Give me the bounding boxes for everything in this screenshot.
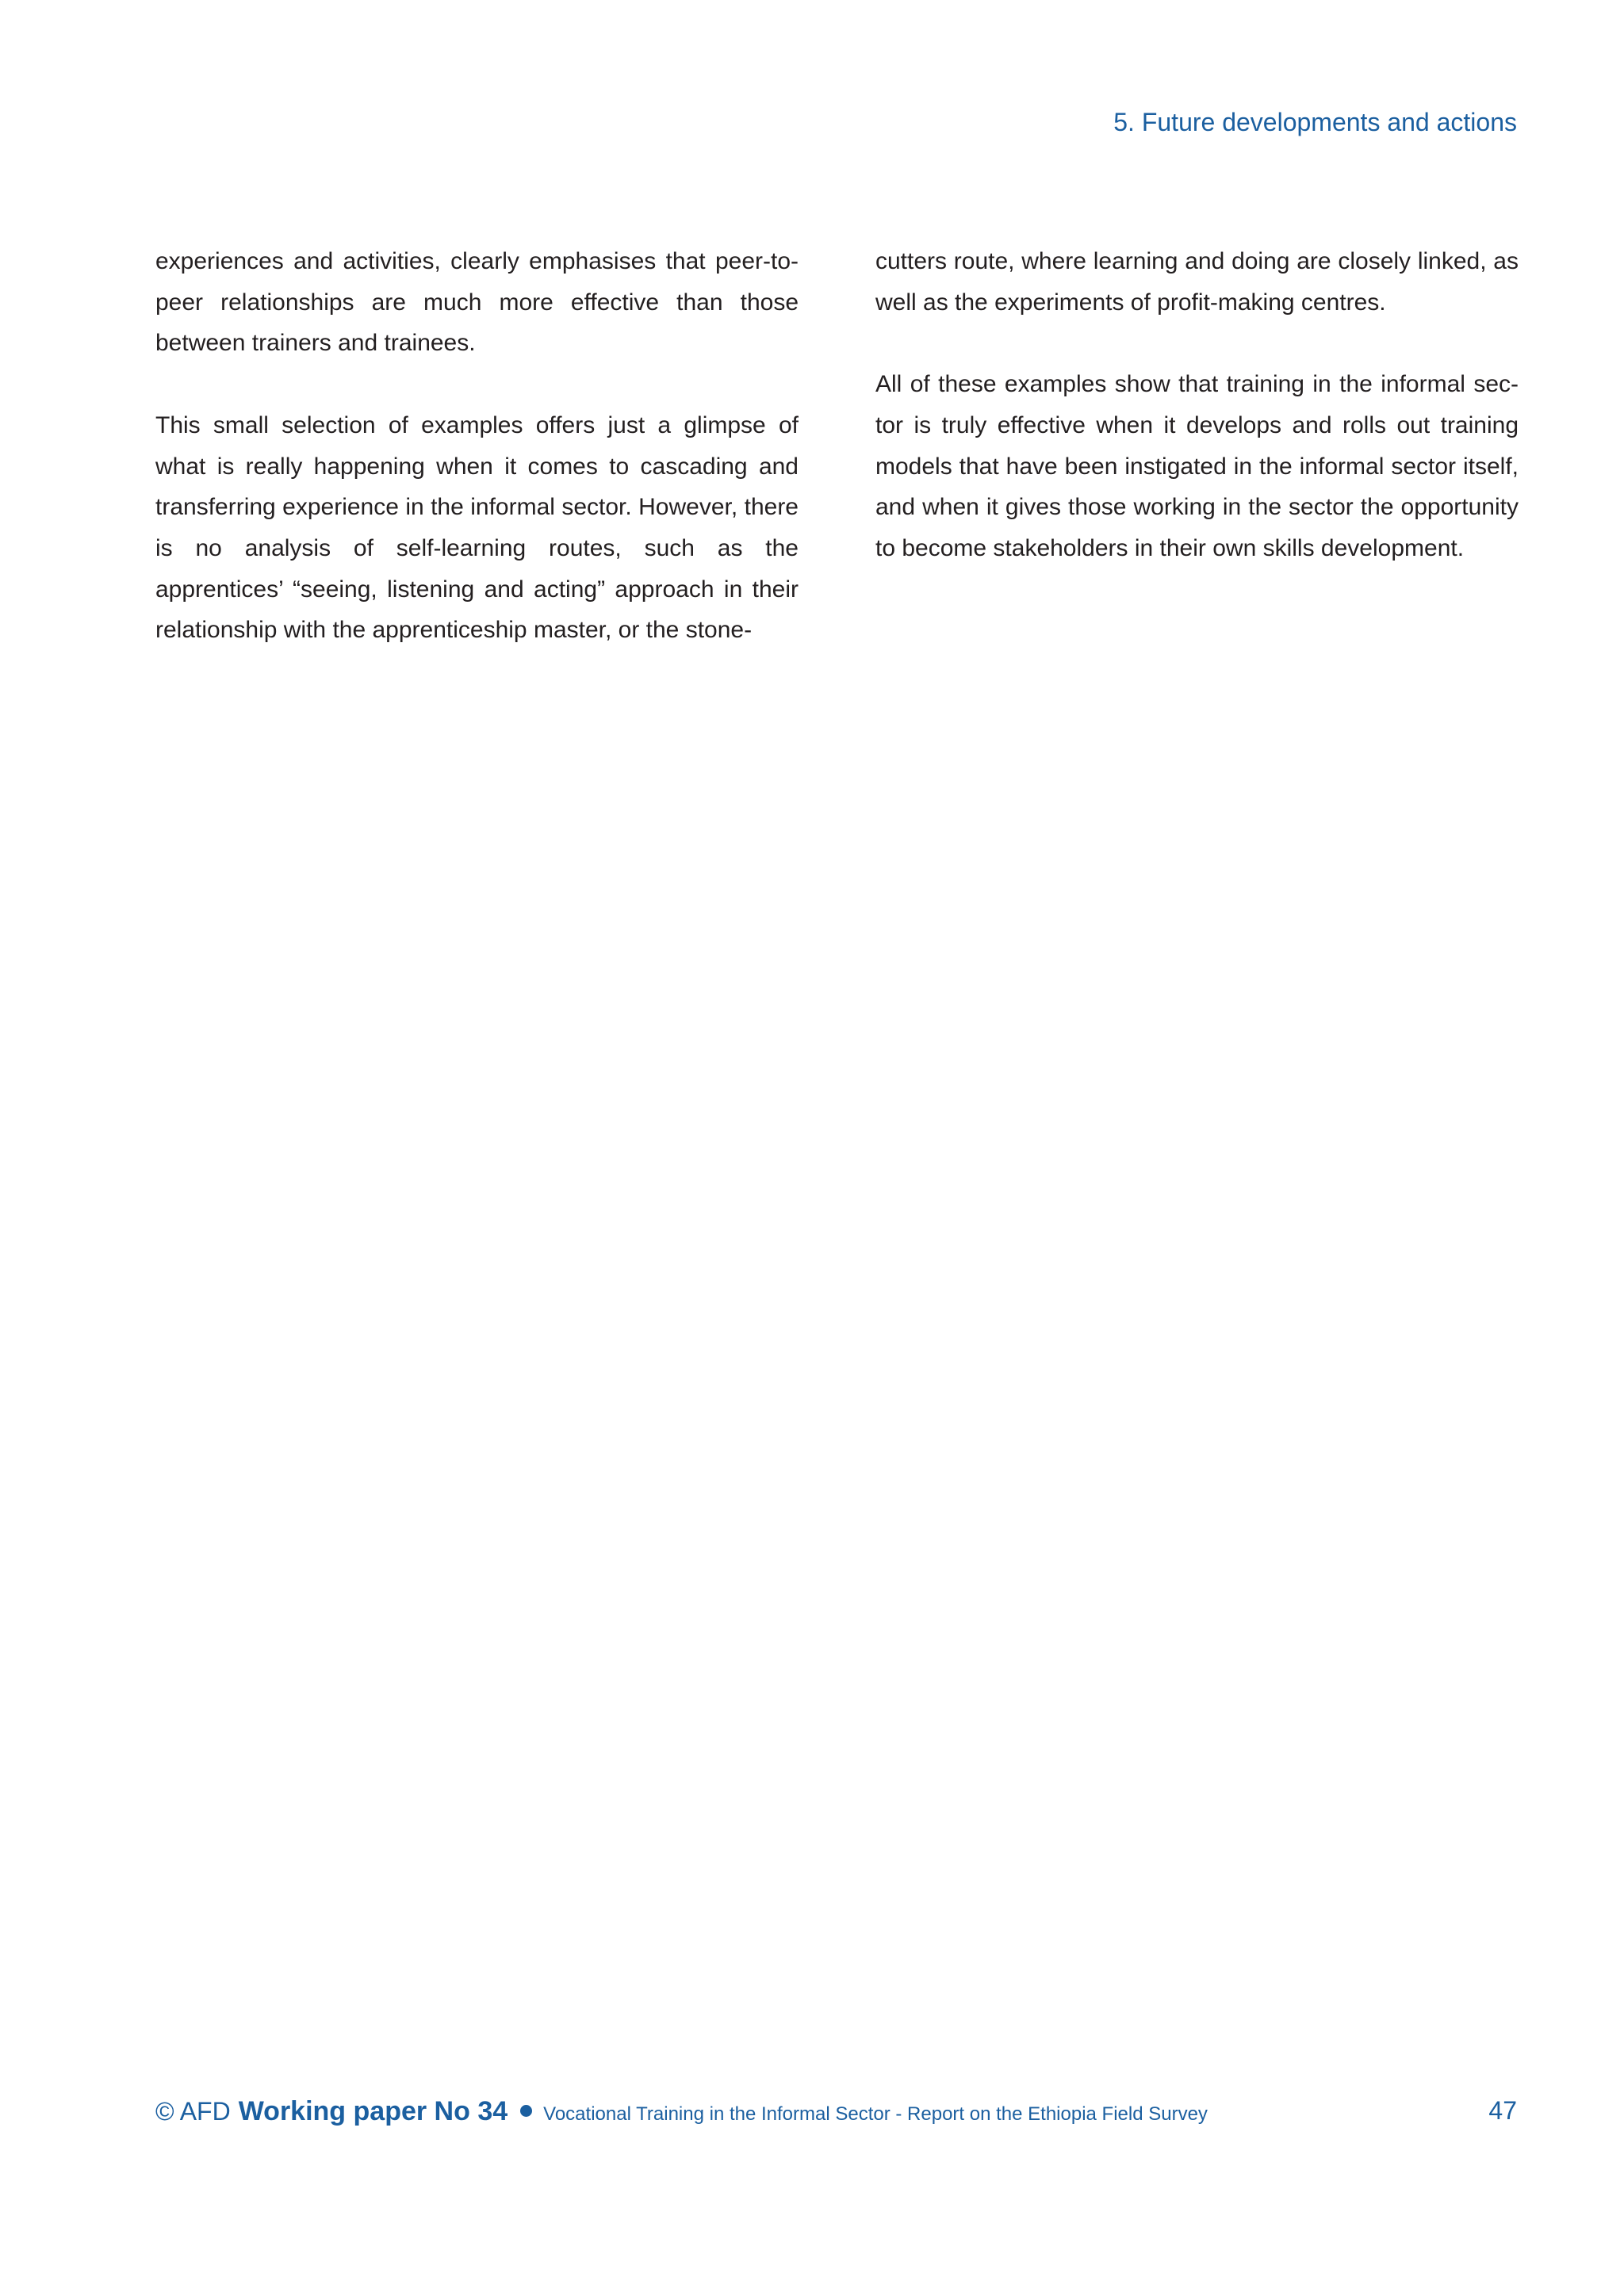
report-title: Vocational Training in the Informal Sector - Report on the Ethiopia Field Survey bbox=[543, 2103, 1208, 2125]
page-number: 47 bbox=[1488, 2096, 1517, 2125]
body-paragraph: All of these examples show that training in the informal sec-tor is truly effective when it develops and rolls out training models that have been instigated in the informal sector itself, and when it gives those working in the sector the opportunity to become stakeholders in their own skills development. bbox=[875, 371, 1519, 561]
right-column bbox=[875, 241, 1519, 610]
body-paragraph: experiences and activities, clearly emphasises that peer-to-peer relationships are much more effective than those between trainers and trainees. bbox=[155, 248, 799, 357]
left-column bbox=[155, 241, 799, 692]
body-paragraph: This small selection of examples offers just a glimpse of what is really happening when it comes to cascading and transferring experience in the informal sector. However, there is no analysis of self-learning routes, such as the apprentices’ “seeing, listening and acting” approach in their relationship with the apprenticeship master, or the stone- bbox=[155, 411, 799, 644]
running-head: 5. Future developments and actions bbox=[1113, 108, 1517, 136]
copyright-notice: © AFD bbox=[155, 2097, 231, 2126]
series-title: Working paper No 34 bbox=[238, 2096, 508, 2126]
bullet-icon bbox=[520, 2105, 532, 2117]
body-paragraph: cutters route, where learning and doing are closely linked, as well as the experiments of profit-making centres. bbox=[875, 248, 1519, 316]
page-footer bbox=[155, 2096, 1517, 2134]
footer-citation bbox=[155, 2096, 1208, 2127]
